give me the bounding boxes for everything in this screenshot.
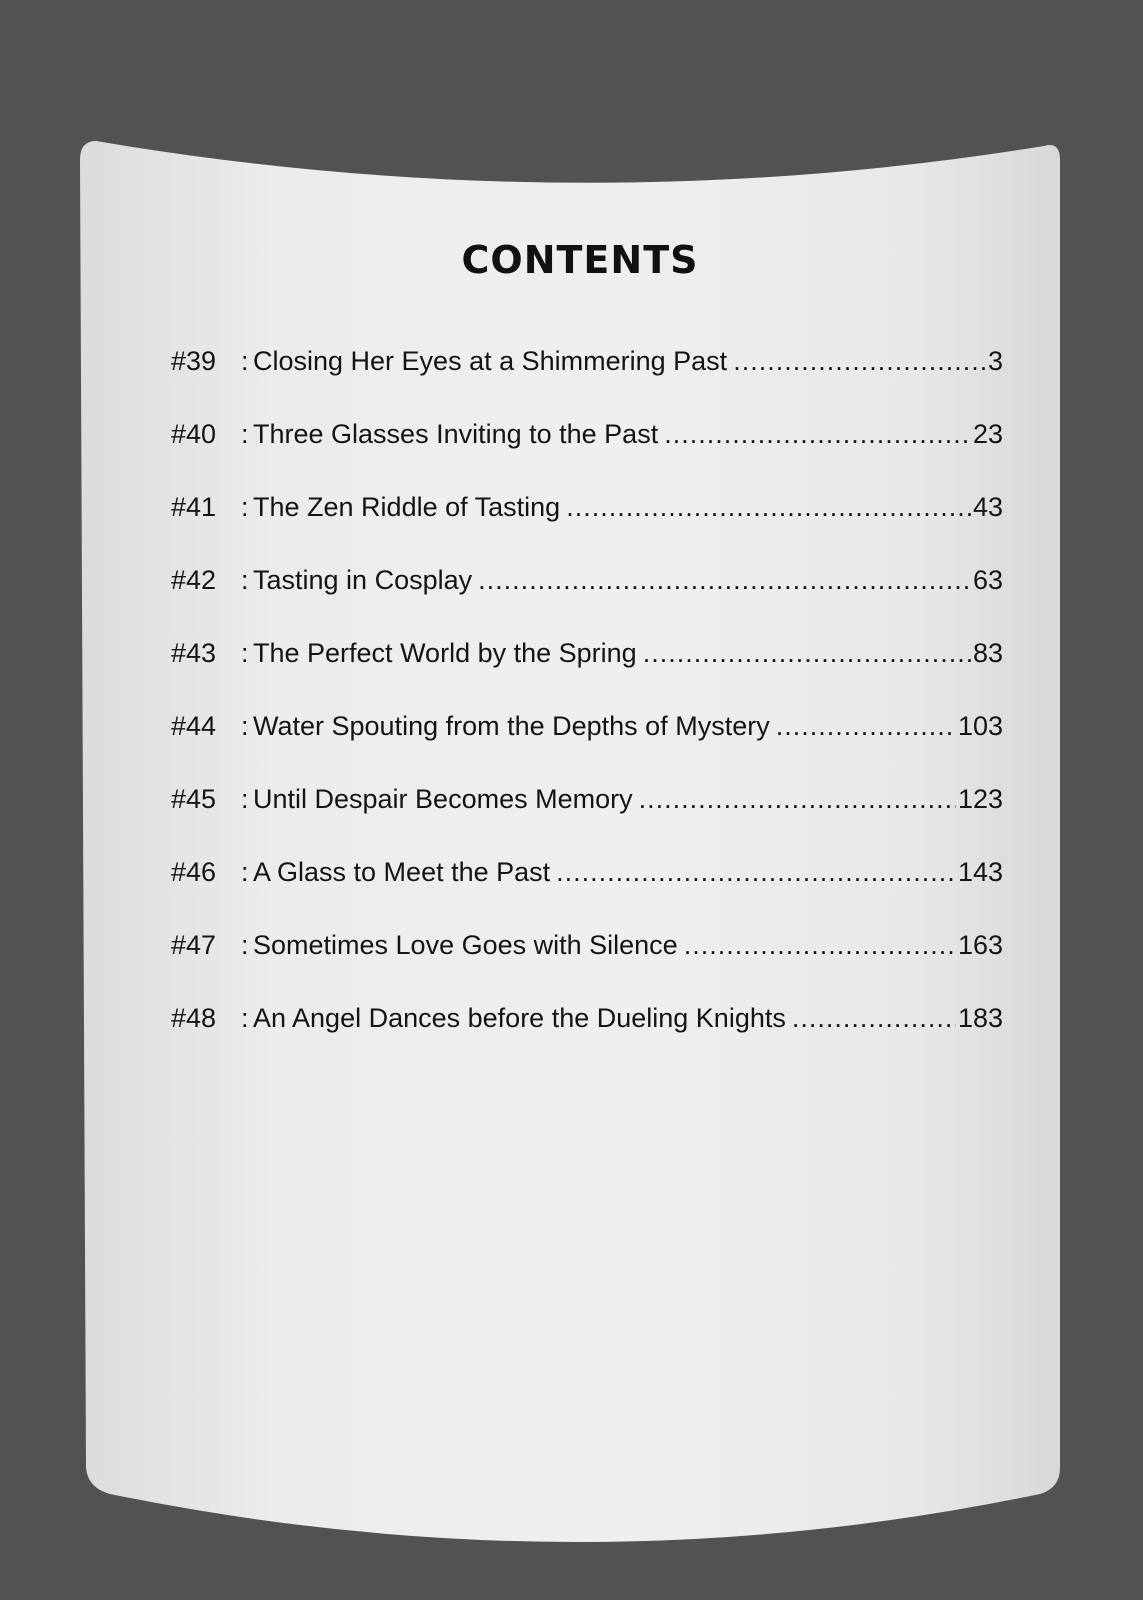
chapter-number: #43: [171, 638, 217, 668]
chapter-title: Sometimes Love Goes with Silence: [253, 930, 678, 960]
page-number: 123: [957, 784, 1003, 814]
dot-leader: [556, 857, 956, 888]
chapter-title: The Zen Riddle of Tasting: [253, 492, 561, 522]
page-number: 43: [972, 492, 1003, 522]
dot-leader: [684, 930, 956, 961]
chapter-separator: :: [241, 857, 249, 887]
toc-entry[interactable]: [171, 346, 1003, 419]
dot-leader: [566, 492, 971, 523]
chapter-number: #39: [171, 346, 217, 376]
chapter-separator: :: [241, 711, 249, 741]
dot-leader: [776, 711, 956, 742]
page-number: 63: [972, 565, 1003, 595]
chapter-number: #47: [171, 930, 217, 960]
page-number: 3: [987, 346, 1003, 376]
chapter-title: Water Spouting from the Depths of Mystery: [253, 711, 770, 741]
dot-leader: [733, 346, 986, 377]
dot-leader: [639, 784, 956, 815]
dot-leader: [478, 565, 971, 596]
chapter-title: The Perfect World by the Spring: [253, 638, 637, 668]
toc-entry[interactable]: [171, 419, 1003, 492]
dot-leader: [643, 638, 971, 669]
toc-entry[interactable]: [171, 1003, 1003, 1076]
chapter-separator: :: [241, 419, 249, 449]
toc-entry[interactable]: [171, 492, 1003, 565]
page-number: 23: [972, 419, 1003, 449]
chapter-number: #48: [171, 1003, 217, 1033]
page-number: 163: [957, 930, 1003, 960]
page-number: 143: [957, 857, 1003, 887]
chapter-title: Three Glasses Inviting to the Past: [253, 419, 659, 449]
page-number: 83: [972, 638, 1003, 668]
chapter-number: #42: [171, 565, 217, 595]
toc-entry[interactable]: [171, 565, 1003, 638]
toc-entry[interactable]: [171, 857, 1003, 930]
chapter-separator: :: [241, 346, 249, 376]
toc-entry[interactable]: [171, 711, 1003, 784]
toc-entry[interactable]: [171, 784, 1003, 857]
chapter-number: #46: [171, 857, 217, 887]
chapter-title: Until Despair Becomes Memory: [253, 784, 633, 814]
chapter-separator: :: [241, 565, 249, 595]
toc-entry[interactable]: [171, 930, 1003, 1003]
page-number: 183: [957, 1003, 1003, 1033]
chapter-number: #40: [171, 419, 217, 449]
table-of-contents: [171, 346, 1003, 1076]
chapter-number: #44: [171, 711, 217, 741]
chapter-separator: :: [241, 1003, 249, 1033]
chapter-separator: :: [241, 492, 249, 522]
dot-leader: [664, 419, 971, 450]
chapter-title: A Glass to Meet the Past: [253, 857, 551, 887]
chapter-separator: :: [241, 930, 249, 960]
chapter-number: #41: [171, 492, 217, 522]
chapter-title: Tasting in Cosplay: [253, 565, 473, 595]
toc-entry[interactable]: [171, 638, 1003, 711]
page-number: 103: [957, 711, 1003, 741]
contents-heading: CONTENTS: [461, 238, 699, 282]
chapter-title: An Angel Dances before the Dueling Knights: [253, 1003, 786, 1033]
chapter-title: Closing Her Eyes at a Shimmering Past: [253, 346, 728, 376]
chapter-number: #45: [171, 784, 217, 814]
dot-leader: [792, 1003, 956, 1034]
chapter-separator: :: [241, 784, 249, 814]
chapter-separator: :: [241, 638, 249, 668]
